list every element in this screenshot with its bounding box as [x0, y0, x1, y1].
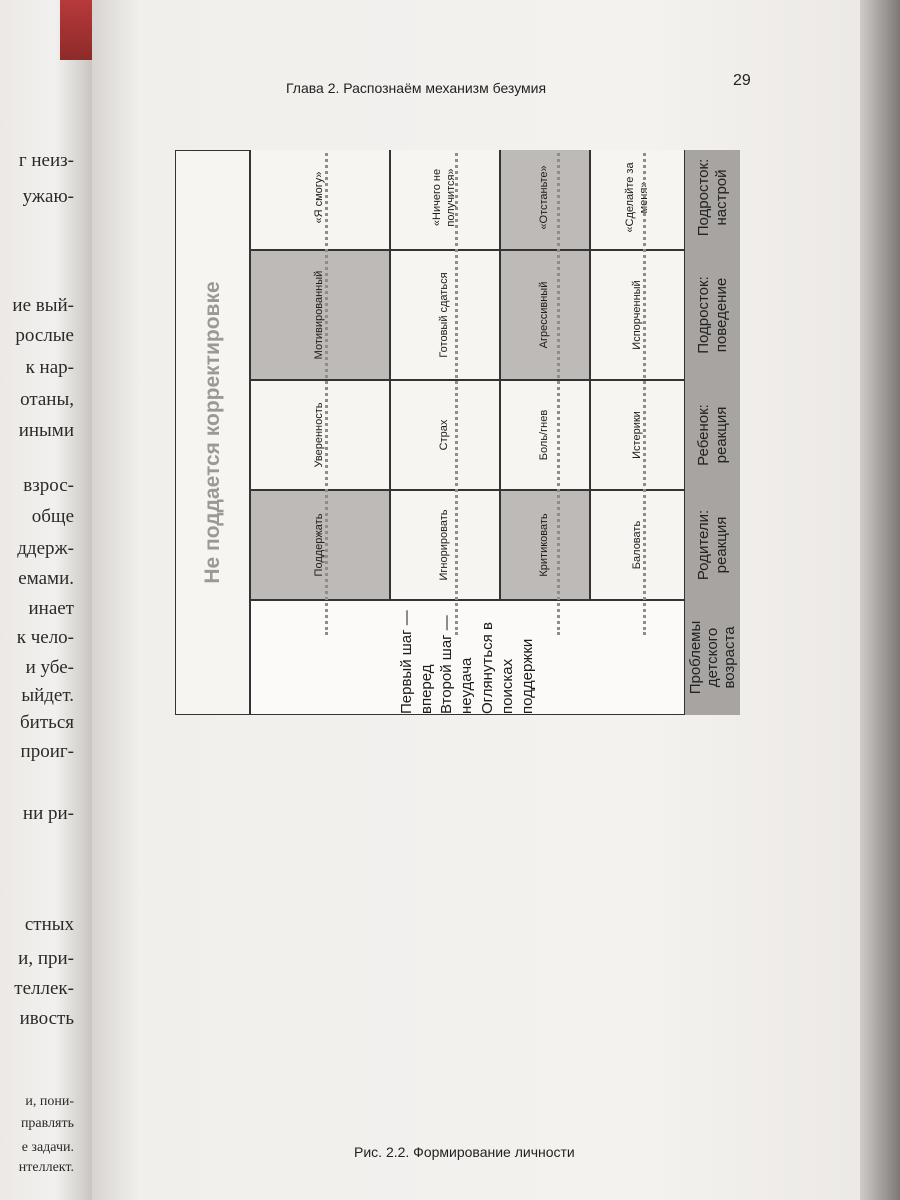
page-edge: [860, 0, 900, 1200]
left-page-text-fragment: стных: [24, 914, 74, 935]
cell-child-3: [390, 380, 500, 490]
left-page-text-fragment: г неиз-: [18, 150, 74, 171]
cell-text: Страх: [438, 419, 451, 451]
cell-text: Агрессивный: [538, 281, 551, 349]
left-page-text-fragment: рослые: [15, 325, 74, 346]
left-page-text-fragment: и, пони-: [25, 1094, 74, 1109]
cell-child-1: [590, 380, 685, 490]
cell-text: Готовый сдаться: [438, 272, 451, 358]
personality-formation-figure: [175, 150, 740, 1120]
left-page-text-fragment: взрос-: [23, 475, 74, 496]
cell-teen-mood-2: [500, 150, 590, 250]
figure-caption: Рис. 2.2. Формирование личности: [354, 1144, 575, 1160]
left-page-text-fragment: ддерж-: [17, 538, 74, 559]
left-page-text-fragment: обще: [31, 506, 74, 527]
left-page-text-fragment: инает: [28, 598, 74, 619]
cell-teen-behavior-4: [250, 250, 390, 380]
cell-text: «Сделайте за меня»: [623, 162, 650, 233]
left-page-text-fragment: теллек-: [14, 978, 74, 999]
left-page-text-fragment: биться: [20, 712, 74, 733]
cell-text: Мотивированный: [313, 270, 326, 360]
side-cannot-correct: Не поддается корректировке: [175, 150, 250, 715]
step-1: Первый шаг — вперед: [397, 610, 435, 714]
left-page-text-fragment: проиг-: [20, 741, 74, 762]
progression-arrow: [455, 150, 458, 635]
cell-teen-mood-1: [590, 150, 685, 250]
bookmark-ribbon: [60, 0, 92, 60]
left-page-text-fragment: ыйдет.: [21, 685, 74, 706]
cell-text: Баловать: [630, 520, 643, 570]
cell-text: Истерики: [630, 411, 643, 459]
step-2: Второй шаг — неудача: [438, 615, 476, 714]
row-header-teen-behavior: Подросток: поведение: [685, 250, 740, 380]
row-header-teen-mood: Подросток: настрой: [685, 150, 740, 250]
cell-parents-4: [250, 490, 390, 600]
left-page-text-fragment: ие вый-: [12, 295, 74, 316]
cell-text: Уверенность: [313, 402, 326, 468]
left-page-text-fragment: е задачи.: [21, 1140, 74, 1155]
cell-text: Поддержать: [313, 513, 326, 577]
cell-text: «Я смогу»: [313, 171, 326, 224]
left-page-text-fragment: к нар-: [25, 357, 74, 378]
row-header-child: Ребенок: реакция: [685, 380, 740, 490]
left-page-text-fragment: ивость: [19, 1008, 74, 1029]
progression-arrow: [325, 150, 328, 635]
cell-teen-behavior-3: [390, 250, 500, 380]
progression-arrow: [557, 150, 560, 635]
cell-teen-behavior-1: [590, 250, 685, 380]
cell-text: «Ничего не получится»: [431, 168, 457, 227]
progression-arrow: [643, 150, 646, 635]
left-page-text-fragment: и убе-: [25, 657, 74, 678]
cell-text: Критиковать: [538, 513, 551, 577]
left-page-text-fragment: емами.: [18, 568, 74, 589]
row-header-problems: Проблемы детского возраста: [685, 600, 740, 715]
left-page-text-fragment: правлять: [20, 1116, 74, 1131]
cell-text: Испорченный: [630, 280, 643, 350]
left-page-text-fragment: отаны,: [20, 389, 74, 410]
cell-parents-1: [590, 490, 685, 600]
step-3: Оглянуться в поисках поддержки: [478, 622, 537, 714]
left-page-text-fragment: ужаю-: [22, 186, 74, 207]
left-page-text-fragment: и, при-: [18, 948, 74, 969]
left-page-text-fragment: нтеллект.: [18, 1160, 74, 1175]
cell-parents-2: [500, 490, 590, 600]
cell-text: «Отстаньте»: [538, 165, 551, 230]
left-page-text-fragment: иными: [18, 420, 74, 441]
left-page-text-fragment: к чело-: [16, 627, 74, 648]
cell-child-2: [500, 380, 590, 490]
cell-teen-mood-3: [390, 150, 500, 250]
cell-teen-mood-4: [250, 150, 390, 250]
cell-text: Боль/гнев: [538, 409, 551, 461]
row-header-parents: Родители: реакция: [685, 490, 740, 600]
cell-text: Игнорировать: [438, 509, 451, 581]
cell-teen-behavior-2: [500, 250, 590, 380]
left-page-text-fragment: ни ри-: [22, 803, 74, 824]
cell-parents-3: [390, 490, 500, 600]
running-head: Глава 2. Распознаём механизм безумия: [286, 80, 547, 96]
page-number: 29: [733, 72, 751, 89]
cell-child-4: [250, 380, 390, 490]
steps-box: [250, 600, 685, 715]
left-page: [0, 0, 92, 1200]
